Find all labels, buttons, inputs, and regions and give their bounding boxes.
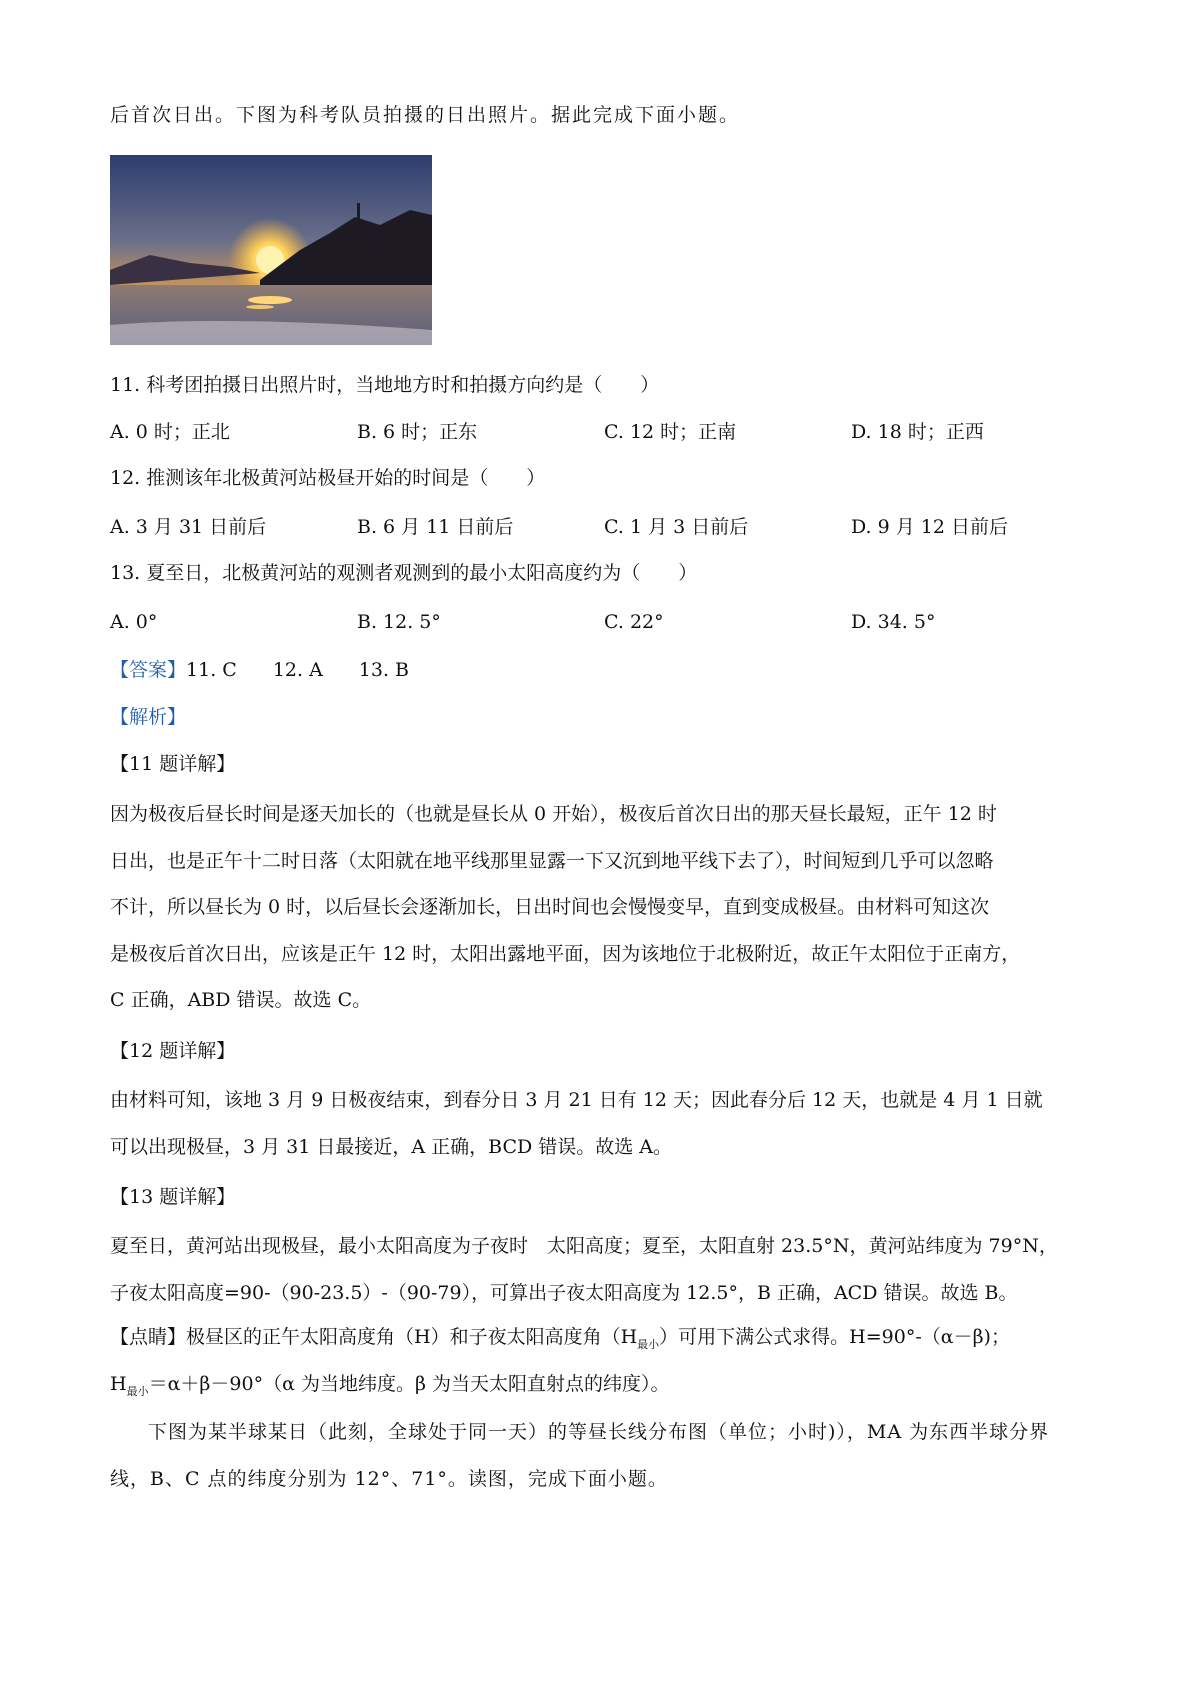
detail-11-body [110, 791, 1100, 1024]
tip-sub-2: 最小 [126, 1384, 149, 1398]
tip-line-1 [110, 1322, 1010, 1360]
detail-13-body [110, 1223, 1100, 1316]
detail-13-line: 夏至日，黄河站出现极昼，最小太阳高度为子夜时 太阳高度；夏至，太阳直射 23.5°N，黄河站纬度为 79°N， [110, 1235, 1058, 1257]
question-11-stem: 11. 科考团拍摄日出照片时，当地地方时和拍摄方向约是（ ） [110, 374, 660, 396]
tip-text-1: 极昼区的正午太阳高度角（H）和子夜太阳高度角（H [186, 1326, 638, 1348]
question-12-stem: 12. 推测该年北极黄河站极昼开始的时间是（ ） [110, 467, 546, 489]
q12-option-a: A. 3 月 31 日前后 [110, 516, 267, 538]
q11-option-d: D. 18 时；正西 [851, 421, 984, 443]
next-section-intro [110, 1409, 1100, 1502]
answer-line [110, 655, 409, 685]
detail-11-heading: 【11 题详解】 [110, 753, 236, 775]
answer-label: 【答案】 [110, 659, 187, 681]
q12-option-b: B. 6 月 11 日前后 [357, 516, 514, 538]
detail-11-line: 不计，所以昼长为 0 时，以后昼长会逐渐加长，日出时间也会慢慢变早，直到变成极昼。由材料可知这次 [110, 896, 990, 918]
q13-option-d: D. 34. 5° [851, 611, 936, 633]
q12-option-d: D. 9 月 12 日前后 [851, 516, 1009, 538]
q11-option-c: C. 12 时；正南 [604, 421, 737, 443]
sunrise-photo [110, 155, 432, 345]
detail-12-line: 可以出现极昼，3 月 31 日最接近，A 正确，BCD 错误。故选 A。 [110, 1135, 673, 1158]
detail-11-line: 是极夜后首次日出，应该是正午 12 时，太阳出露地平面，因为该地位于北极附近，故正午太阳位于正南方， [110, 942, 1021, 965]
q12-option-c: C. 1 月 3 日前后 [604, 516, 749, 538]
answer-11: 11. C [186, 659, 237, 681]
tip-text-1-end: ）可用下满公式求得。H=90°-（α－β)； [659, 1326, 1010, 1348]
q11-option-b: B. 6 时；正东 [357, 421, 478, 443]
analysis-label: 【解析】 [110, 706, 187, 728]
next-intro-line: 下图为某半球某日（此刻，全球处于同一天）的等昼长线分布图（单位；小时)），MA 为东西半球分界 [148, 1421, 1050, 1443]
detail-11-line: C 正确，ABD 错误。故选 C。 [110, 989, 372, 1011]
detail-13-line: 子夜太阳高度=90-（90-23.5）-（90-79），可算出子夜太阳高度为 12.5°，B 正确，ACD 错误。故选 B。 [110, 1281, 1018, 1304]
q13-option-c: C. 22° [604, 611, 664, 633]
tip-text-2-start: H [110, 1373, 127, 1395]
tip-sub-1: 最小 [637, 1337, 660, 1351]
answer-12: 12. A [272, 659, 323, 681]
tip-label: 【点睛】 [110, 1326, 187, 1348]
detail-12-heading: 【12 题详解】 [110, 1040, 236, 1062]
detail-12-body [110, 1077, 1100, 1170]
detail-11-line: 因为极夜后昼长时间是逐天加长的（也就是昼长从 0 开始），极夜后首次日出的那天昼长最短，正午 12 时 [110, 803, 997, 825]
detail-13-heading: 【13 题详解】 [110, 1186, 236, 1208]
question-13-stem: 13. 夏至日，北极黄河站的观测者观测到的最小太阳高度约为（ ） [110, 562, 698, 584]
intro-text: 后首次日出。下图为科考队员拍摄的日出照片。据此完成下面小题。 [110, 104, 741, 126]
tip-line-2 [110, 1369, 669, 1407]
detail-11-line: 日出，也是正午十二时日落（太阳就在地平线那里显露一下又沉到地平线下去了），时间短到几乎可以忽略 [110, 849, 994, 872]
tip-text-2-end: ＝α＋β－90°（α 为当地纬度。β 为当天太阳直射点的纬度）。 [148, 1373, 670, 1395]
q11-option-a: A. 0 时；正北 [110, 421, 230, 443]
q13-option-a: A. 0° [110, 611, 158, 633]
q13-option-b: B. 12. 5° [357, 611, 441, 633]
detail-12-line: 由材料可知，该地 3 月 9 日极夜结束，到春分日 3 月 21 日有 12 天；因此春分后 12 天，也就是 4 月 1 日就 [110, 1089, 1043, 1111]
next-intro-line: 线，B、C 点的纬度分别为 12°、71°。读图，完成下面小题。 [110, 1467, 668, 1490]
answer-13: 13. B [358, 659, 410, 681]
